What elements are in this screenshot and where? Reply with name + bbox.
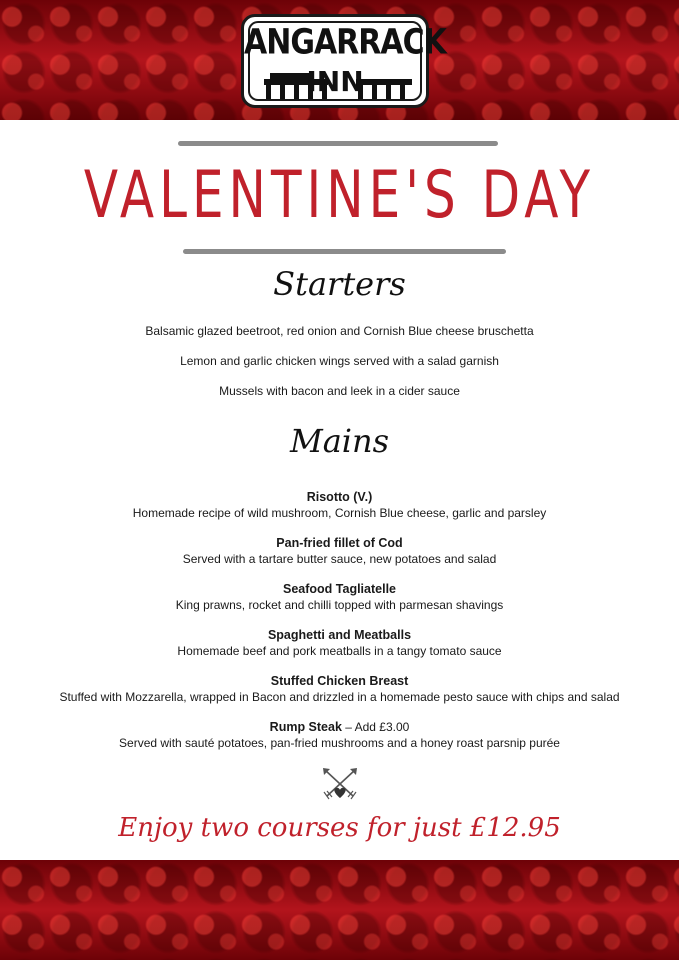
logo-name: ANGARRACK xyxy=(244,22,446,63)
main-dish-price: – Add £3.00 xyxy=(341,720,410,734)
main-dish-desc: Stuffed with Mozzarella, wrapped in Bacon and drizzled in a homemade pesto sauce with chips and salad xyxy=(59,690,620,704)
main-dish-name: Pan-fried fillet of Cod xyxy=(276,536,403,550)
main-dish-name: Seafood Tagliatelle xyxy=(283,582,396,596)
main-dish-desc: Homemade beef and pork meatballs in a tangy tomato sauce xyxy=(177,644,502,658)
main-dish-desc: King prawns, rocket and chilli topped with parmesan shavings xyxy=(175,598,504,612)
main-dish-desc: Served with a tartare butter sauce, new potatoes and salad xyxy=(182,552,497,566)
offer-text: Enjoy two courses for just £12.95 xyxy=(118,813,561,843)
bottom-damask-band xyxy=(0,860,679,960)
starter-item: Mussels with bacon and leek in a cider sauce xyxy=(219,384,460,398)
crossed-arrows-heart-icon xyxy=(321,766,359,802)
starter-item: Lemon and garlic chicken wings served with a salad garnish xyxy=(180,354,499,368)
main-dish-name: Rump Steak xyxy=(269,720,342,734)
main-dish-desc: Served with sauté potatoes, pan-fried mushrooms and a honey roast parsnip purée xyxy=(119,736,560,750)
logo-inn: INN xyxy=(306,65,364,98)
title-rule-bottom xyxy=(183,249,506,254)
starter-item: Balsamic glazed beetroot, red onion and Cornish Blue cheese bruschetta xyxy=(145,324,534,338)
main-dish-name: Risotto (V.) xyxy=(306,490,373,504)
angarrack-inn-logo xyxy=(241,14,446,108)
main-dish-desc: Homemade recipe of wild mushroom, Cornish Blue cheese, garlic and parsley xyxy=(132,506,547,520)
starters-heading: Starters xyxy=(273,265,406,303)
mains-heading: Mains xyxy=(289,422,390,460)
main-dish-name: Stuffed Chicken Breast xyxy=(270,674,409,688)
page-title: VALENTINE'S DAY xyxy=(83,157,596,233)
main-dish-name: Spaghetti and Meatballs xyxy=(267,628,412,642)
main-dish-title-row xyxy=(0,720,679,735)
